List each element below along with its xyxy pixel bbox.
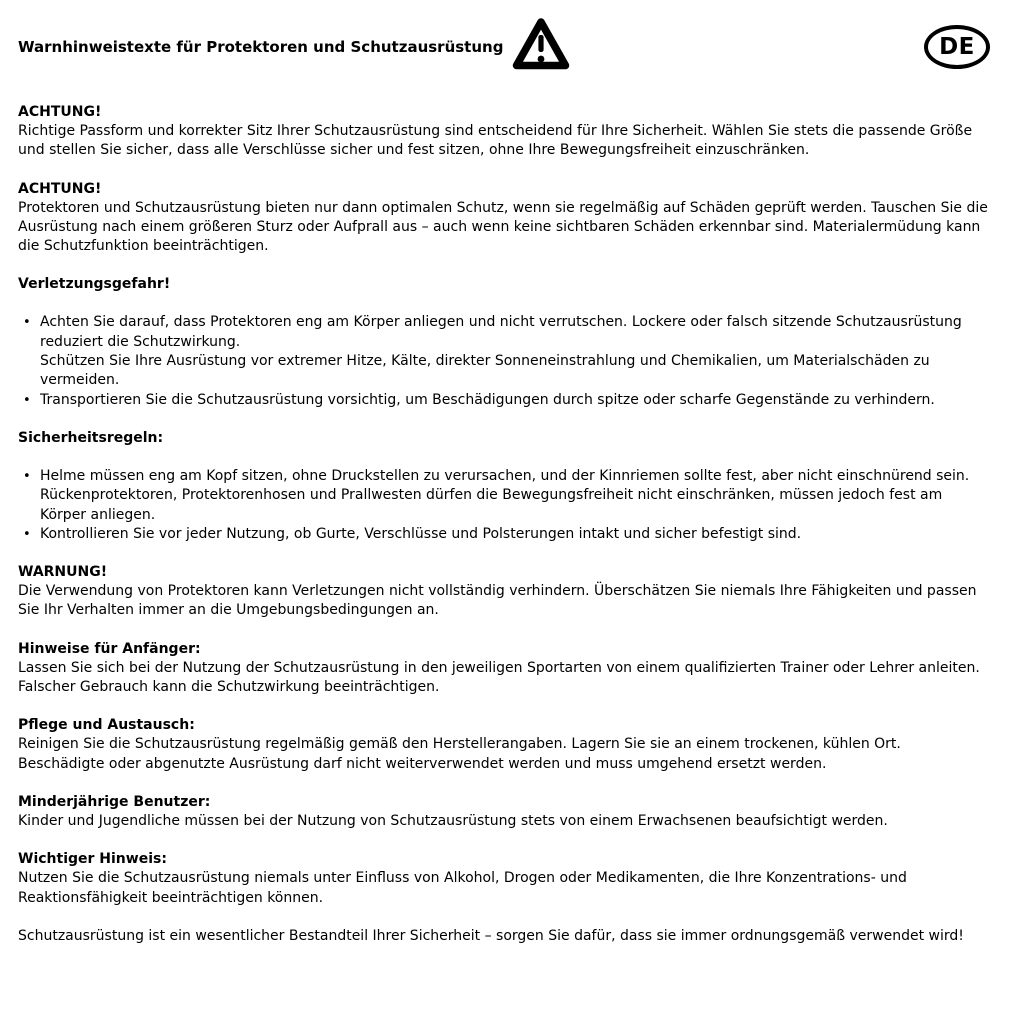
list-item [22, 467, 990, 525]
section-paragraph: Richtige Passform und korrekter Sitz Ihrer Schutzausrüstung sind entscheidend für Ihre Sicherheit. Wählen Sie stets die passende Größe und stellen Sie sicher, dass alle Verschlüsse sicher und fest sitzen, ohne Ihre Bewegungsfreiheit einzuschränken. [18, 123, 973, 159]
section-heading: Hinweise für Anfänger: [18, 640, 201, 657]
section-paragraph: Lassen Sie sich bei der Nutzung der Schutzausrüstung in den jeweiligen Sportarten von einem qualifizierten Trainer oder Lehrer anleiten. Falscher Gebrauch kann die Schutzwirkung beeinträchtigen. [18, 659, 980, 696]
bullet-list [18, 313, 990, 409]
bullet-text: Schützen Sie Ihre Ausrüstung vor extremer Hitze, Kälte, direkter Sonneneinstrahlung und Chemikalien, um Materialschäden zu vermeiden. [40, 353, 930, 389]
language-badge-de: DE [924, 25, 990, 69]
section-sicherheitsregeln [18, 429, 990, 544]
section-heading: ACHTUNG! [18, 104, 102, 120]
section-paragraph: Reinigen Sie die Schutzausrüstung regelmäßig gemäß den Herstellerangaben. Lagern Sie sie an einem trockenen, kühlen Ort. Beschädigte oder abgenutzte Ausrüstung darf nicht weiterverwendet werden und muss umgehend ersetzt werden. [18, 736, 901, 772]
section-heading: Wichtiger Hinweis: [18, 851, 167, 868]
section-heading: Verletzungsgefahr! [18, 276, 171, 293]
section-paragraph: Kinder und Jugendliche müssen bei der Nutzung von Schutzausrüstung stets von einem Erwachsenen beaufsichtigt werden. [18, 812, 888, 829]
section-paragraph: Nutzen Sie die Schutzausrüstung niemals unter Einfluss von Alkohol, Drogen oder Medikamenten, die Ihre Konzentrations- und Reaktionsfähigkeit beeinträchtigen können. [18, 870, 907, 906]
section-heading: WARNUNG! [18, 564, 108, 581]
section-heading: Minderjährige Benutzer: [18, 793, 211, 810]
section-verletzungsgefahr [18, 275, 990, 409]
section-wichtiger-hinweis [18, 850, 990, 908]
section-heading: Sicherheitsregeln: [18, 429, 164, 446]
section-hinweise-anfaenger [18, 640, 990, 698]
section-paragraph: Die Verwendung von Protektoren kann Verletzungen nicht vollständig verhindern. Überschätzen Sie niemals Ihre Fähigkeiten und passen Sie Ihr Verhalten immer an die Umgebungsbedingungen an. [18, 583, 977, 619]
bullet-text: • Transportieren Sie die Schutzausrüstung vorsichtig, um Beschädigungen durch spitze oder scharfe Gegenstände zu verhindern. [40, 391, 935, 408]
bullet-list [18, 467, 990, 544]
bullet-text: Rückenprotektoren, Protektorenhosen und Prallwesten dürfen die Bewegungsfreiheit nicht einschränken, müssen jedoch fest am Körper anliegen. [40, 487, 943, 523]
list-item [22, 525, 990, 544]
bullet-text: • Achten Sie darauf, dass Protektoren eng am Körper anliegen und nicht verrutschen. Lockere oder falsch sitzende Schutzausrüstung reduziert die Schutzwirkung. [40, 314, 962, 350]
section-pflege-austausch [18, 716, 990, 774]
list-item [22, 391, 990, 410]
bullet-text: • Helme müssen eng am Kopf sitzen, ohne Druckstellen zu verursachen, und der Kinnriemen sollte fest, aber nicht einschnürend sein. [40, 467, 970, 484]
page-title: Warnhinweistexte für Protektoren und Schutzausrüstung [18, 37, 504, 56]
section-heading: Pflege und Austausch: [18, 717, 195, 734]
section-paragraph: Protektoren und Schutzausrüstung bieten nur dann optimalen Schutz, wenn sie regelmäßig auf Schäden geprüft werden. Tauschen Sie die Ausrüstung nach einem größeren Sturz oder Aufprall aus – auch wenn keine sichtbaren Schäden erkennbar sind. Materialermüdung kann die Schutzfunktion beeinträchtigen. [18, 199, 988, 255]
bullet-text: • Kontrollieren Sie vor jeder Nutzung, ob Gurte, Verschlüsse und Polsterungen intakt und sicher befestigt sind. [40, 525, 802, 542]
section-heading: ACHTUNG! [18, 180, 102, 197]
document-header [18, 10, 990, 84]
section-achtung-2 [18, 180, 990, 257]
list-item [22, 313, 990, 390]
warning-triangle-icon [511, 16, 571, 78]
section-minderjaehrige [18, 793, 990, 831]
section-warnung [18, 563, 990, 621]
closing-paragraph: Schutzausrüstung ist ein wesentlicher Bestandteil Ihrer Sicherheit – sorgen Sie dafür, dass sie immer ordnungsgemäß verwendet wird! [18, 927, 964, 944]
section-achtung-1 [18, 103, 990, 161]
